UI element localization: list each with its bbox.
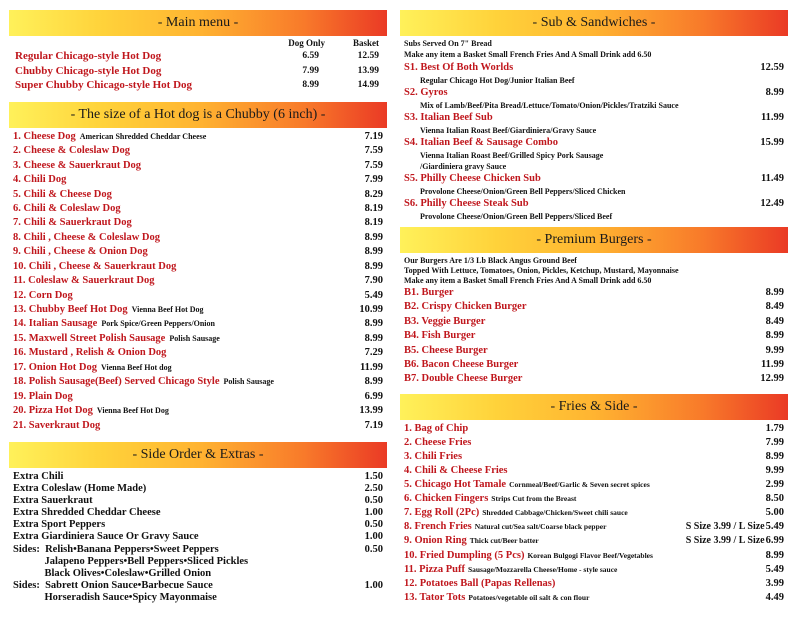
item-price: 8.99 [765,287,784,298]
item-price: 7.59 [364,159,383,171]
chubby-item[interactable] [13,174,383,188]
item-description: Thick cut/Beer batter [469,536,539,546]
item-name: S6. Philly Cheese Steak Sub [404,198,529,209]
item-price: 8.99 [765,450,784,462]
item-price: 2.50 [364,483,383,495]
item-name: 2. Cheese Fries [404,436,472,448]
item-price: 8.50 [765,493,784,505]
fries-item[interactable] [404,507,784,521]
fries-item[interactable] [404,437,784,451]
chubby-item[interactable] [13,347,383,361]
item-name: Super Chubby Chicago-style Hot Dog [15,79,193,92]
item-name: 11. Pizza Puff [404,563,465,575]
chubby-item[interactable] [13,203,383,217]
item-price: 9.99 [765,465,784,477]
item-price: 8.99 [364,332,383,344]
item-price: 5.00 [765,507,784,519]
item-name: 13. Tator Tots [404,591,466,603]
burger-item[interactable] [404,301,784,315]
item-name: 4. Chili Dog [13,174,67,186]
main-menu-banner: - Main menu - [9,10,387,36]
chubby-item[interactable] [13,246,383,260]
sub-row [404,198,784,212]
sub-row [404,112,784,126]
item-price: 8.99 [364,318,383,330]
item-price: 8.99 [364,246,383,258]
item-price: 8.29 [364,188,383,200]
chubby-item[interactable] [13,217,383,231]
burgers-basket-note: Make any item a Basket Small French Fries And A Small Drink add 6.50 [404,276,652,285]
sub-item[interactable] [404,198,784,223]
item-price: 12.59 [760,62,784,73]
item-price: 7.29 [364,347,383,359]
item-name: Extra Shredded Cheddar Cheese [13,507,161,519]
side-order-item[interactable] [13,531,383,543]
fries-item[interactable] [404,535,784,549]
item-name: Extra Coleslaw (Home Made) [13,483,147,495]
chubby-item[interactable] [13,131,383,145]
item-name: 9. Onion Ring [404,535,467,547]
item-price: 11.99 [359,361,383,373]
item-name: B3. Veggie Burger [404,315,486,327]
item-description: Vienna Beef Hot dog [101,362,172,372]
item-name: 6. Chili & Coleslaw Dog [13,202,121,214]
item-description: Shredded Cabbage/Chicken/Sweet chili sauce [482,508,628,518]
item-name: Sides: Sabrett Onion Sauce•Barbecue Sauce [13,579,213,591]
item-description: Vienna Italian Roast Beef/Grilled Spicy Pork Sausage [420,151,604,160]
chubby-item[interactable] [13,275,383,289]
subs-basket-note: Make any item a Basket Small French Fries And A Small Drink add 6.50 [404,50,652,59]
item-description: American Shredded Cheddar Cheese [79,131,207,141]
item-price: 3.99 [765,577,784,589]
item-price: 8.19 [364,217,383,229]
item-price: 2.99 [765,479,784,491]
basket-price: 12.59 [357,51,379,61]
item-description: Strips Cut from the Breast [491,494,577,504]
item-name: B1. Burger [404,287,454,298]
fries-item[interactable] [404,479,784,493]
side-order-item[interactable] [13,507,383,519]
sub-item[interactable] [404,87,784,112]
item-name: 7. Egg Roll (2Pc) [404,507,480,519]
basket-price: 13.99 [357,65,379,76]
burgers-beef-note: Our Burgers Are 1/3 Lb Black Angus Ground Beef [404,256,577,265]
main-menu-list [9,50,387,94]
item-name: 15. Maxwell Street Polish Sausage [13,332,166,344]
item-price: 8.99 [765,330,784,342]
item-name: 20. Pizza Hot Dog [13,405,93,417]
item-price: 1.79 [765,422,784,434]
item-name: Extra Chili [13,470,64,482]
chubby-item[interactable] [13,261,383,275]
item-price: 15.99 [760,137,784,148]
item-description: Polish Sausage [223,377,274,387]
side-order-item[interactable] [13,471,383,483]
main-menu-item[interactable] [9,50,387,65]
item-description: Regular Chicago Hot Dog/Junior Italian Beef [420,76,575,85]
dog-only-price: 7.99 [302,65,319,76]
item-price: 7.59 [364,145,383,157]
chubby-item[interactable] [13,376,383,390]
item-price: 1.00 [364,507,383,519]
item-price: 8.99 [364,231,383,243]
item-name: 18. Polish Sausage(Beef) Served Chicago Style [13,376,220,388]
chubby-item[interactable] [13,304,383,318]
item-name: B6. Bacon Cheese Burger [404,358,519,370]
item-price: 8.99 [364,376,383,388]
burger-list [404,287,784,388]
item-name: Extra Sauerkraut [13,495,93,507]
dog-only-price: 6.59 [302,51,319,61]
item-description: Provolone Cheese/Onion/Green Bell Peppers/Sliced Chicken [420,187,626,196]
item-name: Chubby Chicago-style Hot Dog [15,64,162,77]
item-description: Vienna Beef Hot Dog [131,305,204,315]
item-price: 11.99 [760,112,784,123]
item-name: Jalapeno Peppers•Bell Peppers•Sliced Pickles [13,555,249,567]
item-price: 5.49 [364,289,383,301]
sub-item[interactable] [404,173,784,198]
item-price: 12.99 [760,373,784,385]
burger-item[interactable] [404,345,784,359]
side-order-item[interactable] [13,495,383,507]
item-description: Pork Spice/Green Peppers/Onion [101,319,215,329]
item-name: 19. Plain Dog [13,390,73,402]
item-price: 6.99 [765,535,784,547]
item-price: 1.50 [364,470,383,482]
sub-row [404,87,784,101]
basket-header: Basket [352,38,379,48]
item-price: 4.49 [765,591,784,603]
item-description: Vienna Italian Roast Beef/Giardiniera/Gravy Sauce [420,126,597,135]
item-name: 17. Onion Hot Dog [13,361,98,373]
side-order-item[interactable] [13,568,383,580]
item-price: 6.99 [364,390,383,402]
sub-item[interactable] [404,137,784,173]
chubby-item[interactable] [13,160,383,174]
chubby-item[interactable] [13,189,383,203]
fries-item[interactable] [404,493,784,507]
chubby-item[interactable] [13,420,383,434]
side-order-item[interactable] [13,592,383,604]
fries-item[interactable] [404,578,784,592]
basket-price: 14.99 [357,80,379,91]
item-name: 7. Chili & Sauerkraut Dog [13,217,132,229]
sub-row [404,62,784,76]
item-name: 3. Cheese & Sauerkraut Dog [13,159,142,171]
item-name: 12. Potatoes Ball (Papas Rellenas) [404,577,556,589]
item-price: 8.99 [765,87,784,98]
item-description: Provolone Cheese/Onion/Green Bell Peppers/Sliced Beef [420,212,613,221]
main-menu-item[interactable] [9,65,387,80]
item-name: 21. Saverkraut Dog [13,419,101,431]
item-price: 0.50 [364,519,383,531]
fries-item[interactable] [404,465,784,479]
item-description: Potatoes/vegetable oil salt & con flour [468,592,590,602]
burger-item[interactable] [404,287,784,301]
item-name: 2. Cheese & Coleslaw Dog [13,145,130,157]
side-order-list [9,471,387,604]
item-name: Black Olives•Coleslaw•Grilled Onion [13,567,212,579]
item-name: 13. Chubby Beef Hot Dog [13,304,128,316]
item-name: Extra Giardiniera Sauce Or Gravy Sauce [13,531,199,543]
item-price: 11.99 [760,358,784,370]
chubby-banner: - The size of a Hot dog is a Chubby (6 inch) - [9,102,387,128]
item-name: S5. Philly Cheese Chicken Sub [404,173,541,184]
item-name: 8. Chili , Cheese & Coleslaw Dog [13,231,160,243]
chubby-item[interactable] [13,405,383,419]
item-name: 4. Chili & Cheese Fries [404,465,508,477]
size-options: S Size 3.99 / L Size [685,521,765,533]
chubby-item[interactable] [13,145,383,159]
item-description: Cornmeal/Beef/Garlic & Seven secret spices [509,480,650,490]
item-name: 6. Chicken Fingers [404,493,489,505]
main-menu-column-headers [9,38,387,50]
side-order-item[interactable] [13,483,383,495]
item-price: 11.49 [760,173,784,184]
item-name: 3. Chili Fries [404,450,463,462]
fries-item[interactable] [404,592,784,606]
item-name: B2. Crispy Chicken Burger [404,301,527,313]
side-order-item[interactable] [13,580,383,592]
sub-item[interactable] [404,62,784,87]
item-price: 9.99 [765,344,784,356]
chubby-item[interactable] [13,391,383,405]
item-name: S2. Gyros [404,87,448,98]
fries-item[interactable] [404,521,784,535]
item-name: 16. Mustard , Relish & Onion Dog [13,347,167,359]
item-name: B7. Double Cheese Burger [404,373,523,385]
sub-row [404,137,784,151]
fries-item[interactable] [404,550,784,564]
item-description: /Giardiniera gravy Sauce [420,162,507,171]
item-name: 10. Fried Dumpling (5 Pcs) [404,549,525,561]
item-name: 11. Coleslaw & Sauerkraut Dog [13,275,155,287]
item-price: 7.19 [364,130,383,142]
item-description: Natural cut/Sea salt/Coarse black pepper [474,522,607,532]
item-price: 7.90 [364,275,383,287]
item-description: Polish Sausage [169,333,220,343]
item-description: Mix of Lamb/Beef/Pita Bread/Lettuce/Tomato/Onion/Pickles/Tratziki Sauce [420,101,679,110]
main-menu-item[interactable] [9,79,387,94]
item-price: 8.19 [364,202,383,214]
chubby-item[interactable] [13,318,383,332]
item-price: 8.99 [765,549,784,561]
item-price: 7.99 [765,436,784,448]
burgers-topping-note: Topped With Lettuce, Tomatoes, Onion, Pickles, Ketchup, Mustard, Mayonnaise [404,266,679,275]
fries-banner: - Fries & Side - [400,394,788,420]
burger-item[interactable] [404,359,784,373]
item-name: B4. Fish Burger [404,330,476,342]
sub-item[interactable] [404,112,784,137]
item-price: 8.49 [765,301,784,313]
chubby-item[interactable] [13,362,383,376]
subs-bread-note: Subs Served On 7" Bread [404,39,492,48]
side-order-item[interactable] [13,556,383,568]
fries-item[interactable] [404,423,784,437]
item-description: Sausage/Mozzarella Cheese/Home - style sauce [467,564,618,574]
dog-only-header: Dog Only [288,38,325,48]
item-price: 1.00 [364,531,383,543]
side-order-banner: - Side Order & Extras - [9,442,387,468]
burger-item[interactable] [404,316,784,330]
item-price: 8.49 [765,315,784,327]
item-name: Horseradish Sauce•Spicy Mayonmaise [13,591,217,603]
fries-item[interactable] [404,564,784,578]
item-price: 1.00 [364,579,383,591]
item-price: 12.49 [760,198,784,209]
item-name: 12. Corn Dog [13,289,73,301]
item-name: 5. Chili & Cheese Dog [13,188,112,200]
burger-item[interactable] [404,373,784,387]
item-name: 9. Chili , Cheese & Onion Dog [13,246,148,258]
item-name: Extra Sport Peppers [13,519,106,531]
left-column [9,10,387,604]
item-price: 0.50 [364,543,383,555]
side-order-item[interactable] [13,544,383,556]
item-price: 7.19 [364,419,383,431]
item-name: Sides: Relish•Banana Peppers•Sweet Peppers [13,543,219,555]
sub-row [404,173,784,187]
item-name: 1. Bag of Chip [404,422,469,434]
chubby-item[interactable] [13,290,383,304]
item-price: 7.99 [364,174,383,186]
item-name: 5. Chicago Hot Tamale [404,479,507,491]
item-name: 1. Cheese Dog [13,130,76,142]
item-name: Regular Chicago-style Hot Dog [15,50,162,62]
item-price: 10.99 [359,304,383,316]
item-price: 0.50 [364,495,383,507]
item-price: 5.49 [765,563,784,575]
item-name: 8. French Fries [404,521,472,533]
item-price: 13.99 [359,405,383,417]
chubby-list [9,131,387,434]
item-name: B5. Cheese Burger [404,344,488,356]
item-name: 10. Chili , Cheese & Sauerkraut Dog [13,260,177,272]
item-name: S4. Italian Beef & Sausage Combo [404,137,559,148]
dog-only-price: 8.99 [302,80,319,91]
fries-item[interactable] [404,451,784,465]
side-order-item[interactable] [13,519,383,531]
item-price: 8.99 [364,260,383,272]
item-name: S1. Best Of Both Worlds [404,62,514,73]
item-description: Vienna Beef Hot Dog [96,406,169,416]
fries-list [400,423,788,606]
burger-item[interactable] [404,330,784,344]
subs-list [404,62,784,223]
chubby-item[interactable] [13,232,383,246]
item-price: 5.49 [765,521,784,533]
item-name: S3. Italian Beef Sub [404,112,493,123]
size-options: S Size 3.99 / L Size [685,535,765,547]
burgers-banner: - Premium Burgers - [400,227,788,253]
right-column [400,10,788,606]
chubby-item[interactable] [13,333,383,347]
item-name: 14. Italian Sausage [13,318,98,330]
subs-banner: - Sub & Sandwiches - [400,10,788,36]
item-description: Korean Bulgogi Flavor Beef/Vegetables [527,550,653,560]
